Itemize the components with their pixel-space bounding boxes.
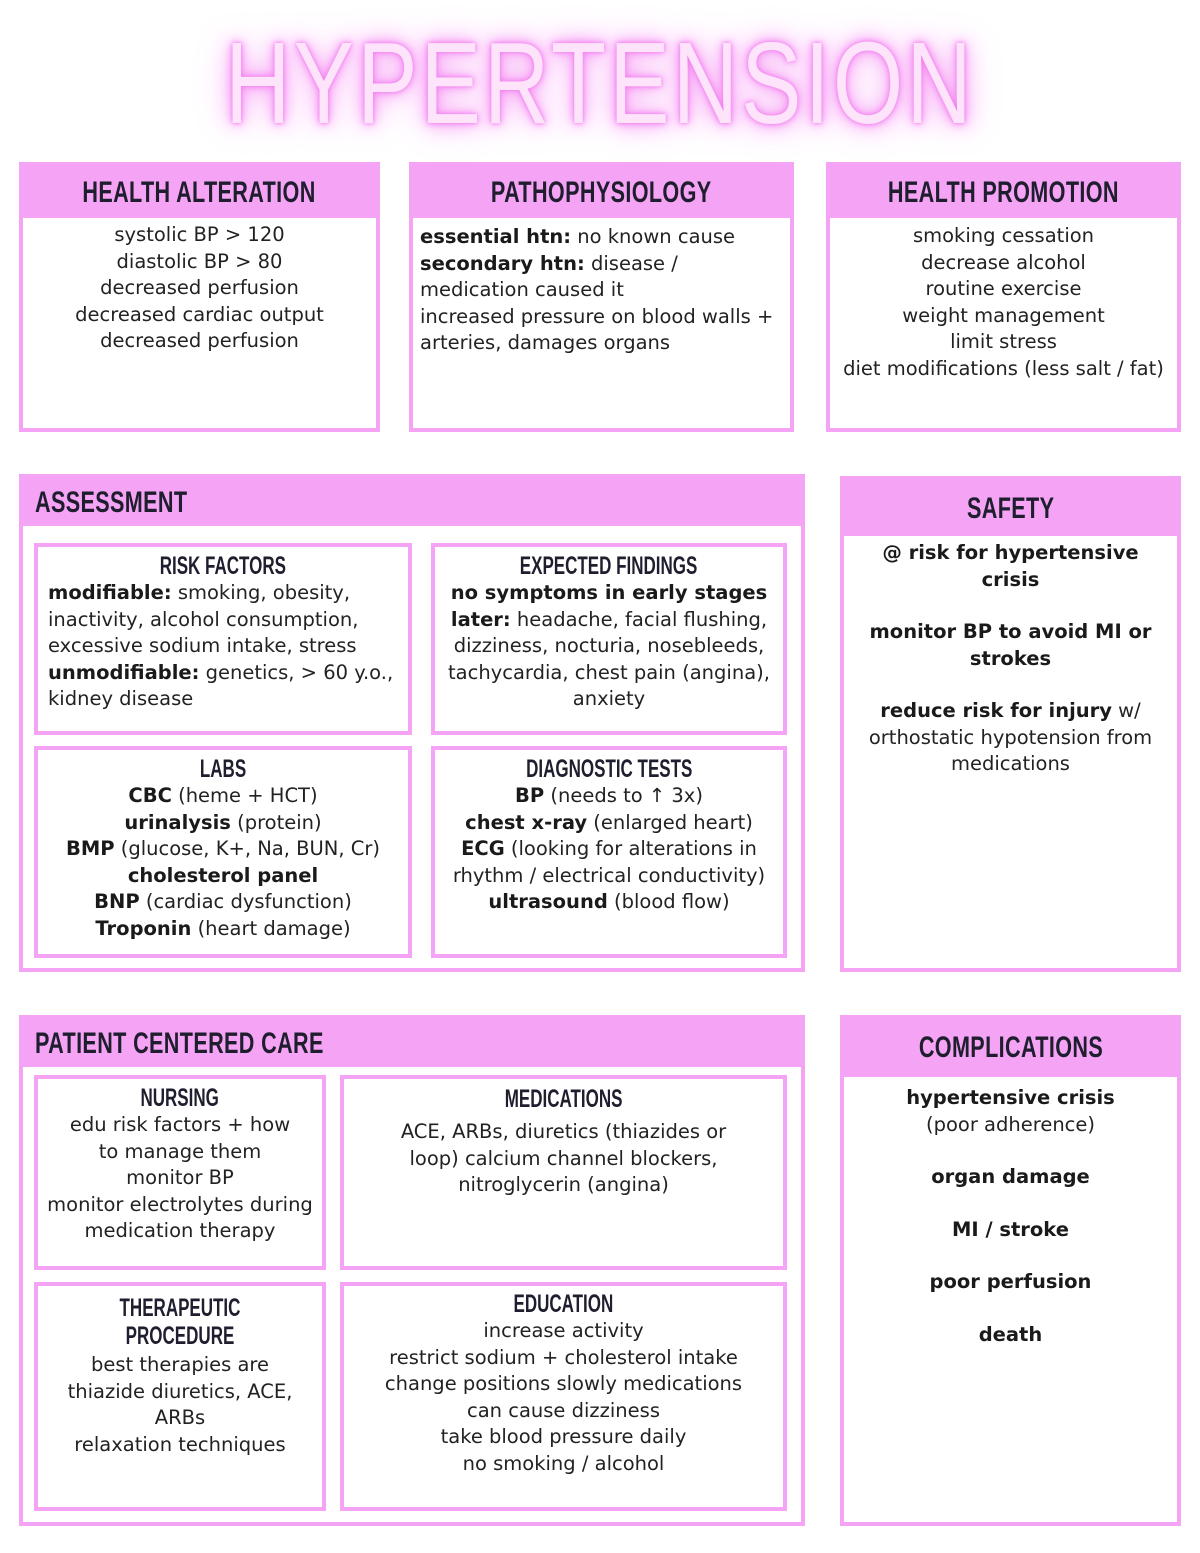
diagnostic-item-name: chest x-ray <box>465 810 588 834</box>
patient-centered-care-header <box>23 1019 801 1067</box>
health-promotion-line: decrease alcohol <box>921 250 1086 274</box>
expected-findings-body <box>435 580 783 713</box>
therapeutic-line: relaxation techniques <box>74 1432 286 1456</box>
assessment-heading: ASSESSMENT <box>35 486 188 519</box>
complication-item-name: death <box>978 1322 1043 1346</box>
complication-item-name: organ damage <box>931 1165 1090 1188</box>
education-line: increase activity <box>483 1319 644 1342</box>
diagnostic-item-detail: (blood flow) <box>607 890 730 913</box>
risk-factors-heading-text: RISK FACTORS <box>159 552 287 580</box>
health-promotion-line: diet modifications (less salt / fat) <box>843 356 1164 380</box>
safety-card <box>840 476 1181 972</box>
lab-item <box>38 810 408 837</box>
safety-injury-text: w/ orthostatic hypotension from medications <box>868 699 1153 775</box>
later-line <box>445 607 773 713</box>
expected-findings-card <box>431 543 787 735</box>
expected-findings-heading-text: EXPECTED FINDINGS <box>520 552 698 580</box>
essential-htn-line <box>420 224 784 251</box>
lab-item-name: BNP <box>94 890 140 913</box>
labs-heading <box>38 750 408 783</box>
health-alteration-line: systolic BP > 120 <box>114 223 285 246</box>
education-line: restrict sodium + cholesterol intake <box>389 1345 738 1369</box>
diagnostic-item-detail: (looking for alterations in rhythm / electrical conductivity) <box>452 837 766 887</box>
diagnostic-tests-card <box>431 746 787 958</box>
complications-card <box>840 1015 1181 1526</box>
spacer <box>884 1296 1137 1322</box>
nursing-line: edu risk factors + how to manage them <box>69 1113 291 1163</box>
modifiable-line <box>48 580 400 660</box>
complication-item <box>884 1322 1137 1349</box>
diagnostic-item <box>441 889 777 916</box>
health-promotion-heading: HEALTH PROMOTION <box>888 176 1119 209</box>
therapeutic-procedure-heading <box>38 1286 322 1350</box>
safety-crisis-line <box>854 540 1167 593</box>
essential-htn-text: no known cause <box>571 225 736 248</box>
health-alteration-header <box>23 166 376 218</box>
medications-card <box>340 1075 787 1270</box>
safety-injury-line <box>854 698 1167 778</box>
health-alteration-card <box>19 162 380 432</box>
medications-text: ACE, ARBs, diuretics (thiazides or loop) calcium channel blockers, nitroglycerin (angina) <box>400 1120 727 1196</box>
modifiable-label: modifiable: <box>48 581 172 604</box>
lab-item <box>38 916 408 943</box>
labs-heading-text: LABS <box>199 755 247 783</box>
later-label: later: <box>450 607 511 631</box>
lab-item-name: urinalysis <box>124 810 231 834</box>
assessment-header <box>23 478 801 526</box>
patient-centered-care-heading: PATIENT CENTERED CARE <box>35 1027 324 1060</box>
nursing-line: monitor electrolytes during medication therapy <box>47 1192 313 1242</box>
health-promotion-line: weight management <box>902 303 1105 327</box>
education-card <box>340 1282 787 1511</box>
secondary-htn-line <box>420 251 784 304</box>
lab-item <box>38 836 408 863</box>
medications-heading-text: MEDICATIONS <box>504 1085 623 1113</box>
unmodifiable-line <box>48 660 400 713</box>
early-stage-text: no symptoms in early stages <box>450 581 768 604</box>
health-promotion-body <box>830 218 1177 382</box>
spacer <box>854 672 1167 698</box>
spacer <box>884 1243 1137 1269</box>
lab-item-name: BMP <box>65 837 115 860</box>
safety-injury-label: reduce risk for injury <box>880 699 1112 722</box>
secondary-htn-label: secondary htn: <box>420 251 585 275</box>
therapeutic-procedure-card <box>34 1282 326 1511</box>
unmodifiable-label: unmodifiable: <box>48 660 200 684</box>
health-promotion-card <box>826 162 1181 432</box>
lab-item-name: Troponin <box>95 916 192 940</box>
complication-item <box>884 1269 1137 1296</box>
lab-item-detail: (glucose, K+, Na, BUN, Cr) <box>114 837 381 860</box>
health-promotion-line: limit stress <box>950 330 1057 353</box>
nursing-heading <box>38 1079 322 1112</box>
diagnostic-tests-heading <box>435 750 783 783</box>
pathophysiology-body <box>413 218 790 357</box>
safety-crisis-text: @ risk for hypertensive crisis <box>882 541 1139 591</box>
nursing-heading-text: NURSING <box>140 1084 220 1112</box>
diagnostic-item <box>441 783 777 810</box>
complications-header <box>844 1019 1177 1077</box>
complication-item <box>884 1164 1137 1191</box>
diagnostic-item-name: ECG <box>461 837 505 860</box>
spacer <box>854 593 1167 619</box>
complication-item-detail: (poor adherence) <box>925 1112 1096 1136</box>
health-promotion-line: smoking cessation <box>912 224 1095 247</box>
risk-factors-card <box>34 543 412 735</box>
education-heading-text: EDUCATION <box>513 1290 614 1318</box>
health-promotion-header <box>830 166 1177 218</box>
health-alteration-body <box>23 218 376 355</box>
education-line: change positions slowly medications can cause dizziness <box>384 1372 743 1422</box>
lab-item <box>38 889 408 916</box>
therapeutic-procedure-body <box>38 1350 322 1458</box>
lab-item <box>38 863 408 890</box>
lab-item-detail: (cardiac dysfunction) <box>139 890 352 913</box>
health-alteration-line: decreased perfusion <box>100 329 299 352</box>
later-text: headache, facial flushing, dizziness, nocturia, nosebleeds, tachycardia, chest pain (angina), anxiety <box>448 607 770 710</box>
early-stage-line <box>445 580 773 607</box>
safety-header <box>844 480 1177 536</box>
pathophysiology-heading: PATHOPHYSIOLOGY <box>491 176 712 209</box>
complication-item <box>884 1217 1137 1244</box>
spacer <box>884 1138 1137 1164</box>
diagnostic-item <box>441 836 777 889</box>
diagnostic-tests-body <box>435 783 783 916</box>
health-alteration-heading: HEALTH ALTERATION <box>82 176 317 209</box>
labs-card <box>34 746 412 958</box>
secondary-htn-text: disease / medication caused it <box>420 251 678 301</box>
spacer <box>884 1191 1137 1217</box>
complication-item-name: MI / stroke <box>952 1217 1069 1241</box>
unmodifiable-text: genetics, > 60 y.o., kidney disease <box>48 660 394 710</box>
safety-body <box>844 536 1177 778</box>
lab-item-name: cholesterol panel <box>127 863 319 887</box>
nursing-body <box>38 1112 322 1245</box>
health-promotion-line: routine exercise <box>925 277 1082 300</box>
education-line: no smoking / alcohol <box>462 1451 665 1475</box>
pathophysiology-header <box>413 166 790 218</box>
complication-item-name: hypertensive crisis <box>906 1086 1115 1109</box>
lab-item-name: CBC <box>128 784 172 807</box>
diagnostic-item <box>441 810 777 837</box>
expected-findings-heading <box>435 547 783 580</box>
health-alteration-line: diastolic BP > 80 <box>116 249 283 273</box>
health-alteration-line: decreased cardiac output <box>75 302 324 326</box>
therapeutic-line: best therapies are thiazide diuretics, ACE, ARBs <box>67 1353 293 1429</box>
lab-item-detail: (protein) <box>230 810 322 834</box>
lab-item-detail: (heme + HCT) <box>171 784 318 807</box>
essential-htn-label: essential htn: <box>420 225 572 248</box>
diagnostic-tests-heading-text: DIAGNOSTIC TESTS <box>525 755 693 783</box>
risk-factors-body <box>38 580 408 713</box>
lab-item-detail: (heart damage) <box>191 916 351 940</box>
risk-factors-heading <box>38 547 408 580</box>
safety-heading: SAFETY <box>966 492 1055 525</box>
diagnostic-item-name: ultrasound <box>488 890 608 913</box>
complication-item <box>884 1085 1137 1138</box>
page-title: HYPERTENSION <box>225 18 975 148</box>
nursing-line: monitor BP <box>126 1166 234 1189</box>
increased-pressure-line: increased pressure on blood walls + arteries, damages organs <box>420 304 774 354</box>
modifiable-text: smoking, obesity, inactivity, alcohol consumption, excessive sodium intake, stress <box>48 581 359 657</box>
education-body <box>344 1318 783 1477</box>
medications-heading <box>344 1079 783 1113</box>
diagnostic-item-detail: (enlarged heart) <box>587 810 753 834</box>
health-alteration-line: decreased perfusion <box>100 276 299 299</box>
safety-monitor-line <box>854 619 1167 672</box>
pathophysiology-card <box>409 162 794 432</box>
complication-item-name: poor perfusion <box>929 1270 1092 1293</box>
labs-body <box>38 783 408 942</box>
lab-item <box>38 783 408 810</box>
complications-body <box>844 1077 1177 1348</box>
education-heading <box>344 1286 783 1318</box>
education-line: take blood pressure daily <box>440 1425 687 1448</box>
safety-monitor-text: monitor BP to avoid MI or strokes <box>869 620 1152 670</box>
diagnostic-item-name: BP <box>515 784 545 807</box>
diagnostic-item-detail: (needs to ↑ 3x) <box>544 784 703 807</box>
complications-heading: COMPLICATIONS <box>918 1031 1103 1064</box>
nursing-card <box>34 1075 326 1270</box>
therapeutic-procedure-heading-text: THERAPEUTIC PROCEDURE <box>119 1294 241 1350</box>
